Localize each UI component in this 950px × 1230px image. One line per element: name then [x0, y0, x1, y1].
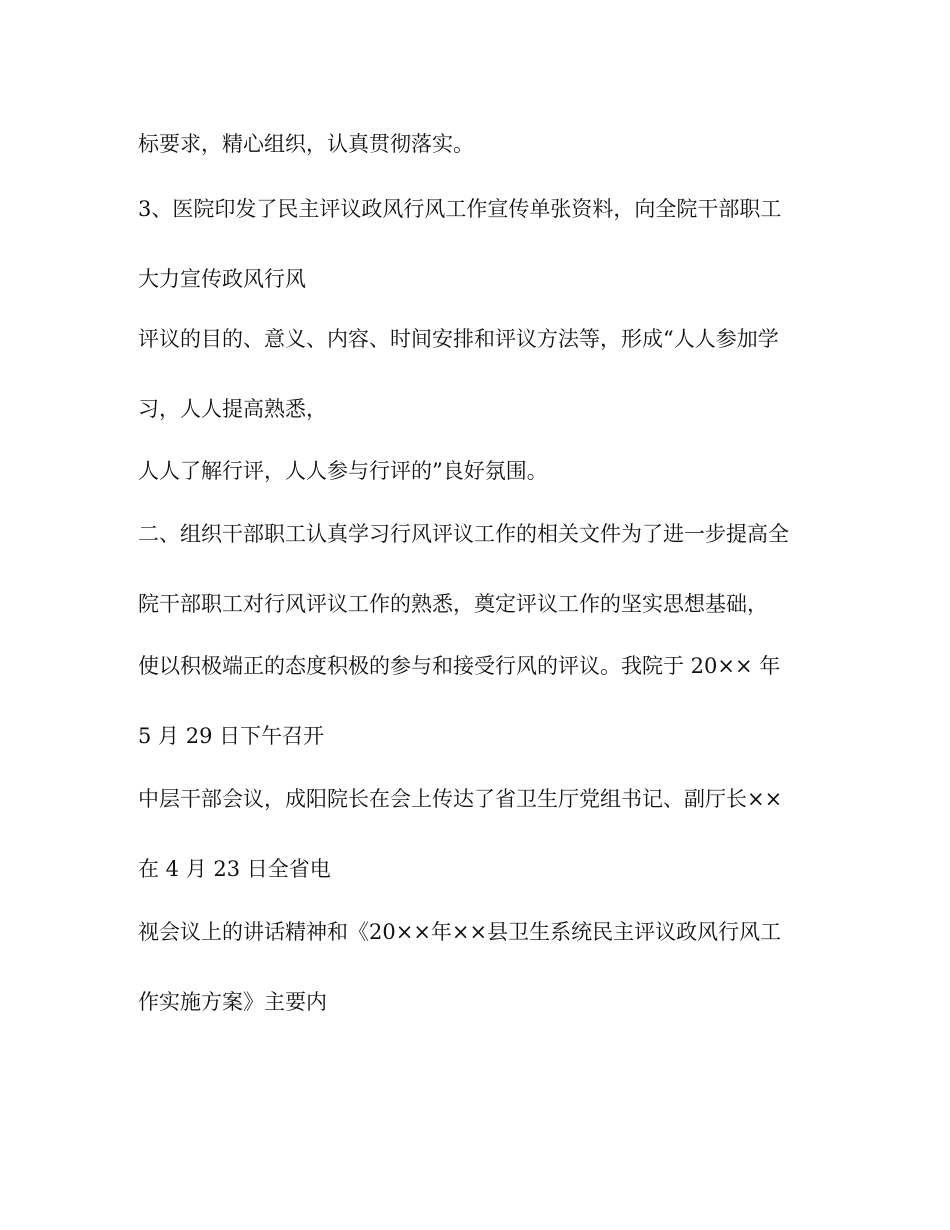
text-line: 视会议上的讲话精神和《20××年××县卫生系统民主评议政风行风工: [138, 920, 782, 944]
text-line: 5 月 29 日下午召开: [138, 724, 325, 748]
text-line: 作实施方案》主要内: [138, 990, 327, 1014]
text-line: 标要求，精心组织，认真贯彻落实。: [138, 132, 474, 156]
text-line: 使以积极端正的态度积极的参与和接受行风的评议。我院于 20×× 年: [138, 654, 781, 678]
text-line: 在 4 月 23 日全省电: [138, 857, 331, 881]
text-line: 评议的目的、意义、内容、时间安排和评议方法等，形成“人人参加学: [138, 327, 779, 351]
text-line: 中层干部会议，成阳院长在会上传达了省卫生厅党组书记、副厅长××: [138, 787, 783, 811]
text-line: 习，人人提高熟悉，: [138, 397, 327, 421]
text-line: 大力宣传政风行风: [138, 267, 306, 291]
text-line: 人人了解行评，人人参与行评的”良好氛围。: [138, 459, 548, 483]
text-line: 3、医院印发了民主评议政风行风工作宣传单张资料，向全院干部职工: [138, 197, 782, 221]
text-line: 院干部职工对行风评议工作的熟悉，奠定评议工作的坚实思想基础，: [138, 592, 768, 616]
section-heading-line: 二、组织干部职工认真学习行风评议工作的相关文件为了进一步提高全: [138, 522, 789, 546]
